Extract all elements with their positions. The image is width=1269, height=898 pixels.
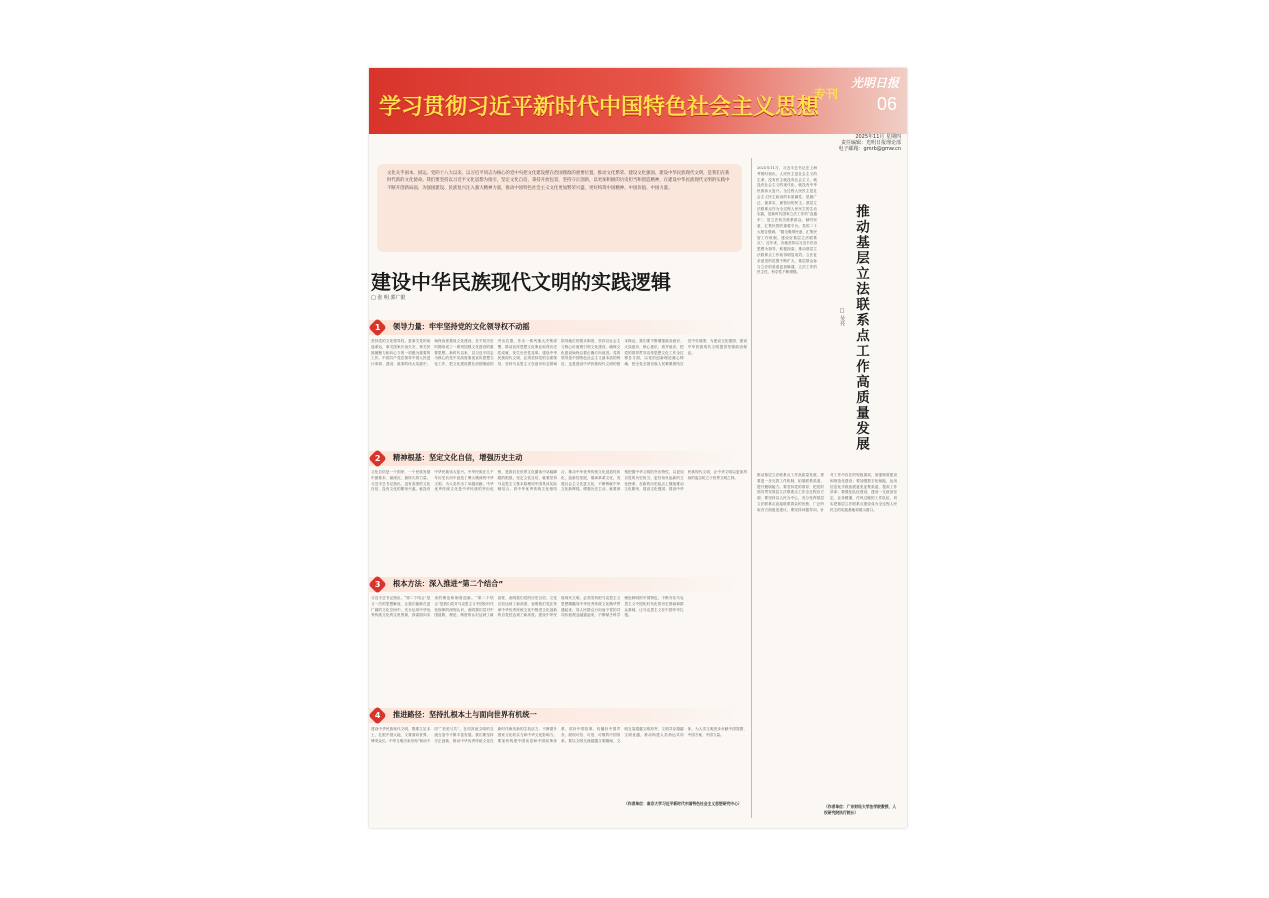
section-heading-text: 领导力量：牢牢坚持党的文化领导权不动摇 — [393, 322, 530, 331]
lead-paragraph: 文化关乎国本、国运。党的十八大以来，以习近平同志为核心的党中央把文化建设摆在治国理政的重要位置，推动文化繁荣、建设文化强国、建设中华民族现代文明，是我们在新时代新的文化使命。我们要坚持以习近平文化思想为指引，坚定文化自信，秉持开放包容，坚持守正创新，以更加积极的历史担当和创造精神，在建设中华民族现代文明的实践中不断开创新局面，为强国建设、民族复兴注入强大精神力量，推动中国特色社会主义文化更加繁荣兴盛，更好构筑中国精神、中国价值、中国力量。 — [377, 164, 742, 252]
newspaper-logo: 光明日报 — [850, 76, 899, 90]
page-banner — [369, 68, 907, 134]
masthead-info — [781, 134, 901, 152]
section-body-1: 坚持党的文化领导权，是事关党的前途命运、事关国家长治久安、事关民族凝聚力和向心力的一项极为重要的工作。中国共产党在领导中国人民进行革命、建设、改革的伟大实践中，始终高度重视文化建设，在不同历史时期形成了一系列加强文化建设的重要思想。新时代以来，以习近平同志为核心的党中央高度重视宣传思想文化工作，把文化建设摆在治国理政的突出位置，作出一系列重大决策部署，推动宣传思想文化事业取得历史性成就、发生历史性变革。建设中华民族现代文明，必须坚持党的全面领导，坚持马克思主义在意识形态领域指导地位的根本制度，坚持以社会主义核心价值观引领文化建设，确保文化建设始终沿着正确方向前进。党的领导是中国特色社会主义最本质的特征，也是建设中华民族现代文明的根本保证。我们要不断增强政治意识、大局意识、核心意识、看齐意识，把党的领导贯穿宣传思想文化工作全过程各方面，以党的创新理论凝心铸魂，把全党全国各族人民紧紧团结在党中央周围，为建设文化强国、建设中华民族现代文明提供坚强政治保证。 — [371, 339, 747, 367]
section-heading-text: 根本方法：深入推进“第二个结合” — [393, 579, 504, 588]
section-heading-3 — [369, 577, 749, 592]
side-article-footnote: （作者单位：广东财经大学法学院教授、人权研究院执行院长） — [824, 804, 897, 815]
side-article-body-bottom: 推动基层立法联系点工作高质量发展，需要进一步完善工作机制，拓展联系渠道，提升履职能力。要坚持党的领导，把党的领导贯穿基层立法联系点工作全过程各方面；要坚持以人民为中心，充分发挥基层立法联系点直接联系群众的优势，广泛听取各方面意见建议；要坚持问题导向，针对工作中存在的短板弱项，加强制度建设和规范化建设；要加强数字化赋能，运用信息化手段拓展意见征集渠道，提高工作效率；要强化队伍建设，建设一支政治坚定、业务精通、作风过硬的工作队伍，切实把基层立法联系点建设成为全过程人民民主的实践基地和展示窗口。 — [757, 473, 897, 512]
section-number-badge: 4 — [369, 706, 387, 724]
section-body-2: 文化自信是一个国家、一个民族发展中最基本、最深沉、最持久的力量。习近平总书记指出，没有高度的文化自信，没有文化的繁荣兴盛，就没有中华民族伟大复兴。中华民族在几千年历史长河中创造了博大精深的中华文明，为人类作出了卓越贡献。中华优秀传统文化是中华民族的突出优势，是我们在世界文化激荡中站稳脚跟的根基。坚定文化自信，就要坚持马克思主义基本原理同中国具体实际相结合、同中华优秀传统文化相结合，推动中华优秀传统文化创造性转化、创新性发展，继承革命文化，发展社会主义先进文化，不断铸就中华文化新辉煌。增强历史主动，就要深刻把握中华文明的突出特性，以更加自觉的历史担当，更好担负起新的文化使命，在新的历史起点上继续推动文化繁荣、建设文化强国、建设中华民族现代文明，让中华文明以更加昂扬的姿态屹立于世界文明之林。 — [371, 470, 747, 492]
main-article-byline: □ 张 明 郭广银 — [371, 295, 406, 301]
masthead-email: 电子邮箱：gmrb@gmw.cn — [838, 146, 901, 152]
section-heading-1 — [369, 320, 749, 335]
section-heading-text: 精神根基：坚定文化自信，增强历史主动 — [393, 453, 523, 462]
masthead-editor: 责任编辑：光明日报理论部 — [840, 140, 901, 146]
banner-special-label: 专刊 — [814, 87, 839, 101]
main-article-footnote: （作者单位：南京大学习近平新时代中国特色社会主义思想研究中心） — [624, 801, 742, 806]
banner-title: 学习贯彻习近平新时代中国特色社会主义思想 — [379, 95, 820, 120]
main-article-title: 建设中华民族现代文明的实践逻辑 — [371, 270, 671, 294]
side-article-author: □ 吴亮 — [839, 308, 845, 326]
section-number-badge: 1 — [369, 318, 387, 336]
column-divider — [751, 158, 752, 818]
section-body-3: 习近平总书记指出，“第二个结合”是又一次的思想解放，让我们能够在更广阔的文化空间中，充分运用中华优秀传统文化的宝贵资源，探索面向未来的理论和制度创新。“第二个结合”是我们党对马克思主义中国化时代化规律的深刻认识，表明我们党对中国道路、理论、制度的认识达到了新高度，表明我们党的历史自信、文化自信达到了新高度，表明我们党在传承中华优秀传统文化中推进文化创新的自觉性达到了新高度。建设中华民族现代文明，必须坚持把马克思主义思想精髓同中华优秀传统文化精华贯通起来，同人民群众日用而不觉的共同价值观念融通起来，不断赋予科学理论鲜明的中国特色，不断夯实马克思主义中国化时代化的历史基础和群众基础，让马克思主义在中国牢牢扎根。 — [371, 596, 684, 618]
newspaper-page — [369, 68, 907, 828]
side-article-body-top: 2025年11月，习近平总书记在上海考察时指出，人民民主是社会主义的生命，没有民主就没有社会主义，就没有社会主义的现代化，就没有中华民族伟大复兴。全过程人民民主是社会主义民主政治的本质属性，是最广泛、最真实、最管用的民主。基层立法联系点作为全过程人民民主的生动实践，是新时代国家立法工作的“直通车”，是立法机关联系群众、倾听民意、汇集民智的重要平台。党的二十大报告强调，“健全吸纳民意、汇集民智工作机制，建设好基层立法联系点”。近年来，各地坚持以习近平法治思想为指导，积极探索，推动基层立法联系点工作取得明显成效。立法征求意见的范围不断扩大，基层群众参与立法的渠道更加畅通，立法工作的民主性、科学性不断增强。 — [757, 166, 817, 275]
section-heading-text: 推进路径：坚持扎根本土与面向世界有机统一 — [393, 710, 537, 719]
section-number-badge: 2 — [369, 449, 387, 467]
section-heading-2 — [369, 451, 749, 466]
section-heading-4 — [369, 708, 749, 723]
masthead-date: 2025年11月 星期四 — [855, 134, 901, 140]
section-number-badge: 3 — [369, 575, 387, 593]
section-body-4: 建设中华民族现代文明，既要立足本土、扎根中国大地，又要面向世界、博采众长。中华文明历来崇尚“和而不同”“美美与共”，在同其他文明的交流互鉴中不断丰富发展。我们要坚持守正创新，推动中华优秀传统文化在新时代焕发新的生机活力，不断提升国家文化软实力和中华文化影响力。要加快构建中国话语和中国叙事体系，讲好中国故事、传播好中国声音，展现可信、可爱、可敬的中国形象。要以文明交流超越文明隔阂、文明互鉴超越文明冲突、文明共存超越文明优越，推动构建人类命运共同体，为人类文明进步贡献中国智慧、中国方案、中国力量。 — [371, 727, 747, 743]
page-number: 06 — [876, 94, 897, 114]
side-article-title: 推动基层立法联系点工作高质量发展 — [853, 204, 869, 452]
